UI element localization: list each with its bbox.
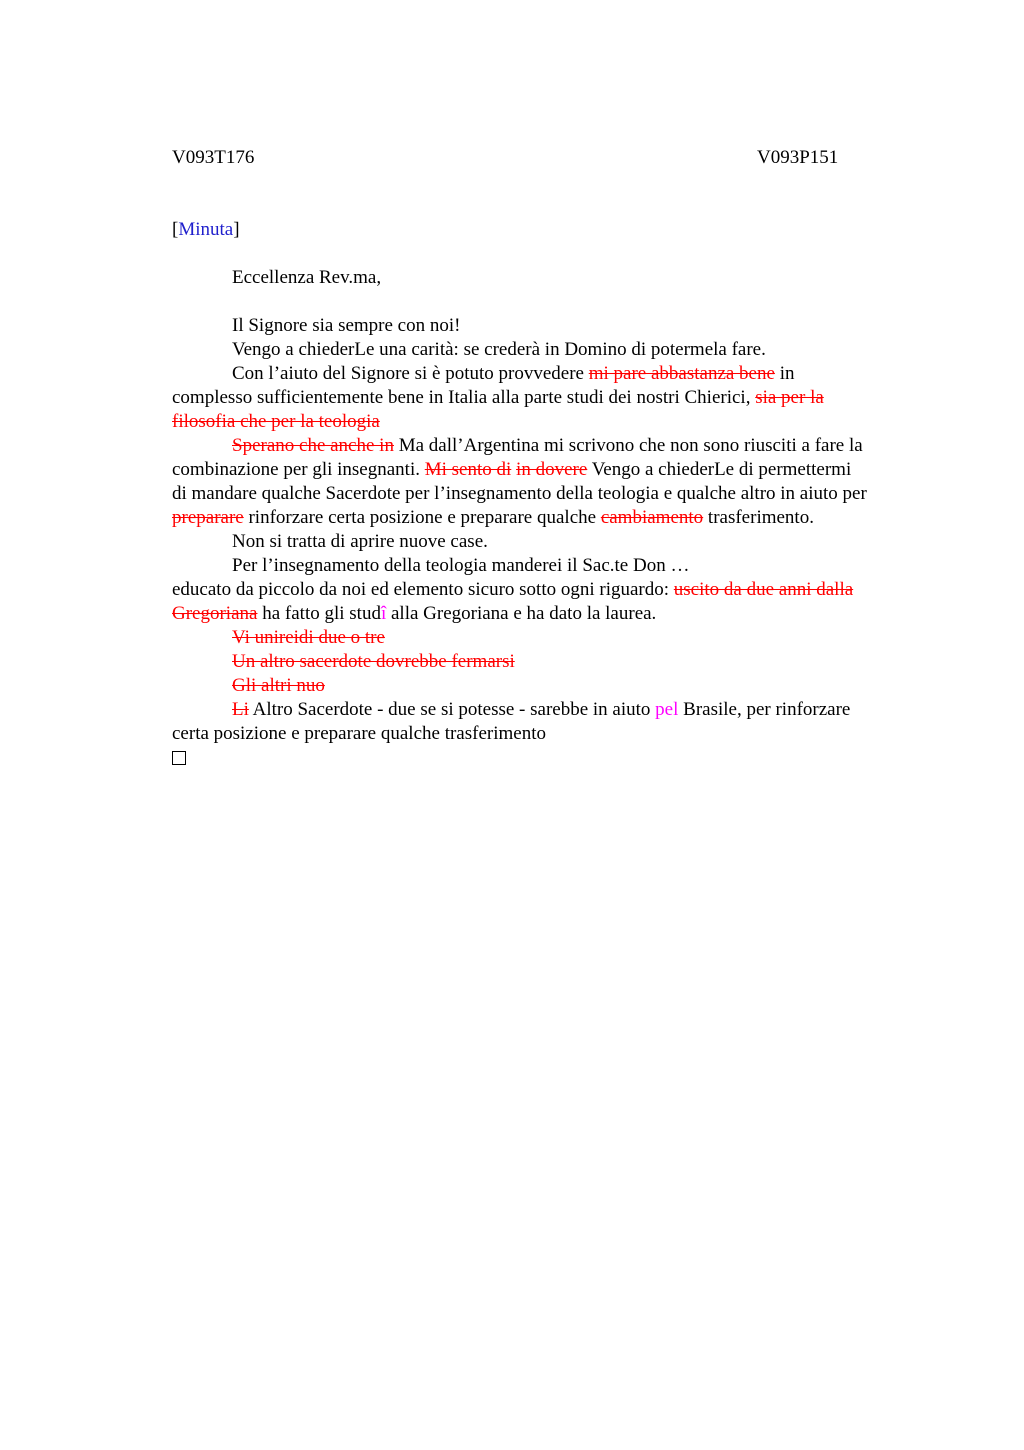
text-line [172,578,934,602]
text-line [172,314,934,338]
text-run: ha fatto gli stud [257,603,381,624]
text-line [172,506,934,530]
text-line [172,674,934,698]
text-run: Vengo a chiederLe una carità: se crederà in Domino di potermela fare. [232,339,766,360]
text-run: Ma dall’Argentina mi scrivono che non sono riusciti a fare la [393,435,863,456]
text-run: in [774,363,795,384]
text-line [172,458,934,482]
deleted-text: mi pare abbastanza bene [588,363,775,384]
text-run: alla Gregoriana e ha dato la laurea. [386,603,657,624]
deleted-text: Sperano che anche in [232,435,394,456]
text-run: combinazione per gli insegnanti. [172,459,425,480]
deleted-text: Un altro sacerdote dovrebbe fermarsi [232,651,515,672]
deleted-text: cambiamento [600,507,704,528]
text-run: Il Signore sia sempre con noi! [232,315,461,336]
text-line [172,698,934,722]
text-line [172,362,934,386]
text-run: rinforzare certa posizione e preparare qualche [243,507,601,528]
deleted-text: preparare [172,507,244,528]
text-run: Con l’aiuto del Signore si è potuto provvedere [232,363,589,384]
deleted-text: filosofia che per la teologia [172,411,380,432]
added-text: î [380,603,387,624]
deleted-text: Gregoriana [172,603,258,624]
text-run: trasferimento. [703,507,814,528]
letter-lines [172,314,934,746]
text-line [172,554,934,578]
text-run: di mandare qualche Sacerdote per l’insegnamento della teologia e qualche altro in aiuto per [172,483,867,504]
text-line [172,626,934,650]
left-reference-code: V093T176 [172,147,255,168]
letter-body [172,218,934,770]
right-reference-code: V093P151 [757,147,839,168]
text-run: Brasile, per rinforzare [678,699,851,720]
minuta-word: Minuta [178,219,234,240]
text-run: Vengo a chiederLe di permettermi [587,459,852,480]
deleted-text: Mi sento di [424,459,512,480]
text-line [172,482,934,506]
text-run: Per l’insegnamento della teologia manderei il Sac.te Don … [232,555,690,576]
text-line [172,650,934,674]
salutation: Eccellenza Rev.ma, [232,267,382,288]
checkbox-icon [172,751,186,765]
text-line [172,338,934,362]
minuta-label: [Minuta] [172,219,240,240]
text-run: Non si tratta di aprire nuove case. [232,531,488,552]
text-line [172,434,934,458]
deleted-text: Gli altri nuo [232,675,325,696]
deleted-text: uscito da due anni dalla [673,579,854,600]
text-line [172,602,934,626]
deleted-text: Li [232,699,249,720]
added-text: pel [655,699,679,720]
text-line [172,410,934,434]
text-line [172,530,934,554]
text-run: certa posizione e preparare qualche trasferimento [172,723,546,744]
text-line [172,722,934,746]
text-run: complesso sufficientemente bene in Italia alla parte studi dei nostri Chierici, [172,387,756,408]
text-run: educato da piccolo da noi ed elemento sicuro sotto ogni riguardo: [172,579,674,600]
deleted-text: in dovere [516,459,588,480]
text-line [172,386,934,410]
deleted-text: sia per la [755,387,824,408]
deleted-text: Vi unireidi due o tre [232,627,385,648]
text-run: Altro Sacerdote - due se si potesse - sarebbe in aiuto [248,699,656,720]
